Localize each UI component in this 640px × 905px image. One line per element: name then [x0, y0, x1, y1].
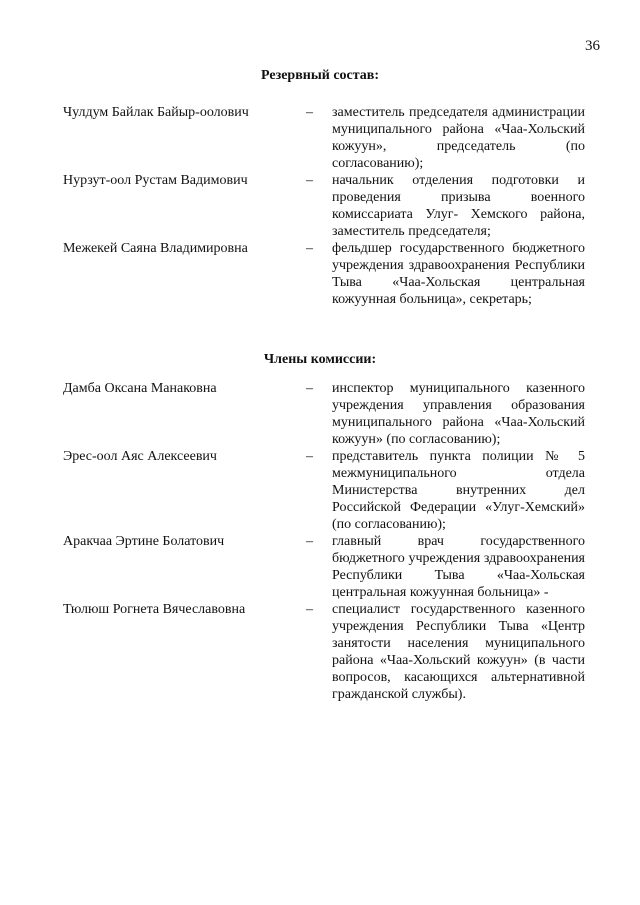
- member-name: Аракчаа Эртине Болатович: [63, 534, 225, 549]
- member-name: Чулдум Байлак Байыр-оолович: [63, 105, 249, 120]
- member-role: фельдшер государственного бюджетного учреждения здравоохранения Республики Тыва «Чаа-Хольская центральная кожуунная больница», секретарь;: [332, 241, 585, 307]
- member-name: Межекей Саяна Владимировна: [63, 241, 248, 256]
- member-role: заместитель председателя администрации муниципального района «Чаа-Хольский кожуун», председатель (по согласованию);: [332, 105, 585, 171]
- list-item: [63, 104, 585, 172]
- list-item: [63, 601, 585, 703]
- member-role: главный врач государственного бюджетного учреждения здравоохранения Республики Тыва «Чаа-Хольская центральная кожуунная больница» -: [332, 534, 585, 600]
- list-item: [63, 172, 585, 240]
- page-number: 36: [585, 38, 600, 54]
- members-section-title: Члены комиссии:: [263, 352, 377, 367]
- member-role: инспектор муниципального казенного учреждения управления образования муниципального района «Чаа-Хольский кожуун» (по согласованию);: [332, 381, 585, 447]
- dash-separator: –: [306, 602, 313, 617]
- dash-separator: –: [306, 534, 313, 549]
- dash-separator: –: [306, 449, 313, 464]
- member-role: представитель пункта полиции № 5 межмуниципального отдела Министерства внутренних дел Российской Федерации «Улуг-Хемский» (по согласованию);: [332, 449, 585, 532]
- dash-separator: –: [306, 381, 313, 396]
- list-item: [63, 448, 585, 533]
- reserve-section-title: Резервный состав:: [260, 68, 380, 83]
- member-name: Тюлюш Рогнета Вячеславовна: [63, 602, 246, 617]
- member-role: специалист государственного казенного учреждения Республики Тыва «Центр занятости населения муниципального района «Чаа-Хольский кожуун» (в части вопросов, касающихся альтернативной гражданской службы).: [332, 602, 585, 702]
- list-item: [63, 380, 585, 448]
- member-name: Эрес-оол Аяс Алексеевич: [63, 449, 217, 464]
- list-item: [63, 240, 585, 308]
- members-list: [63, 380, 585, 703]
- dash-separator: –: [306, 241, 313, 256]
- member-role: начальник отделения подготовки и проведения призыва военного комиссариата Улуг- Хемского района, заместитель председателя;: [332, 173, 585, 239]
- member-name: Нурзут-оол Рустам Вадимович: [63, 173, 248, 188]
- reserve-list: [63, 104, 585, 308]
- member-name: Дамба Оксана Манаковна: [63, 381, 217, 396]
- dash-separator: –: [306, 105, 313, 120]
- dash-separator: –: [306, 173, 313, 188]
- list-item: [63, 533, 585, 601]
